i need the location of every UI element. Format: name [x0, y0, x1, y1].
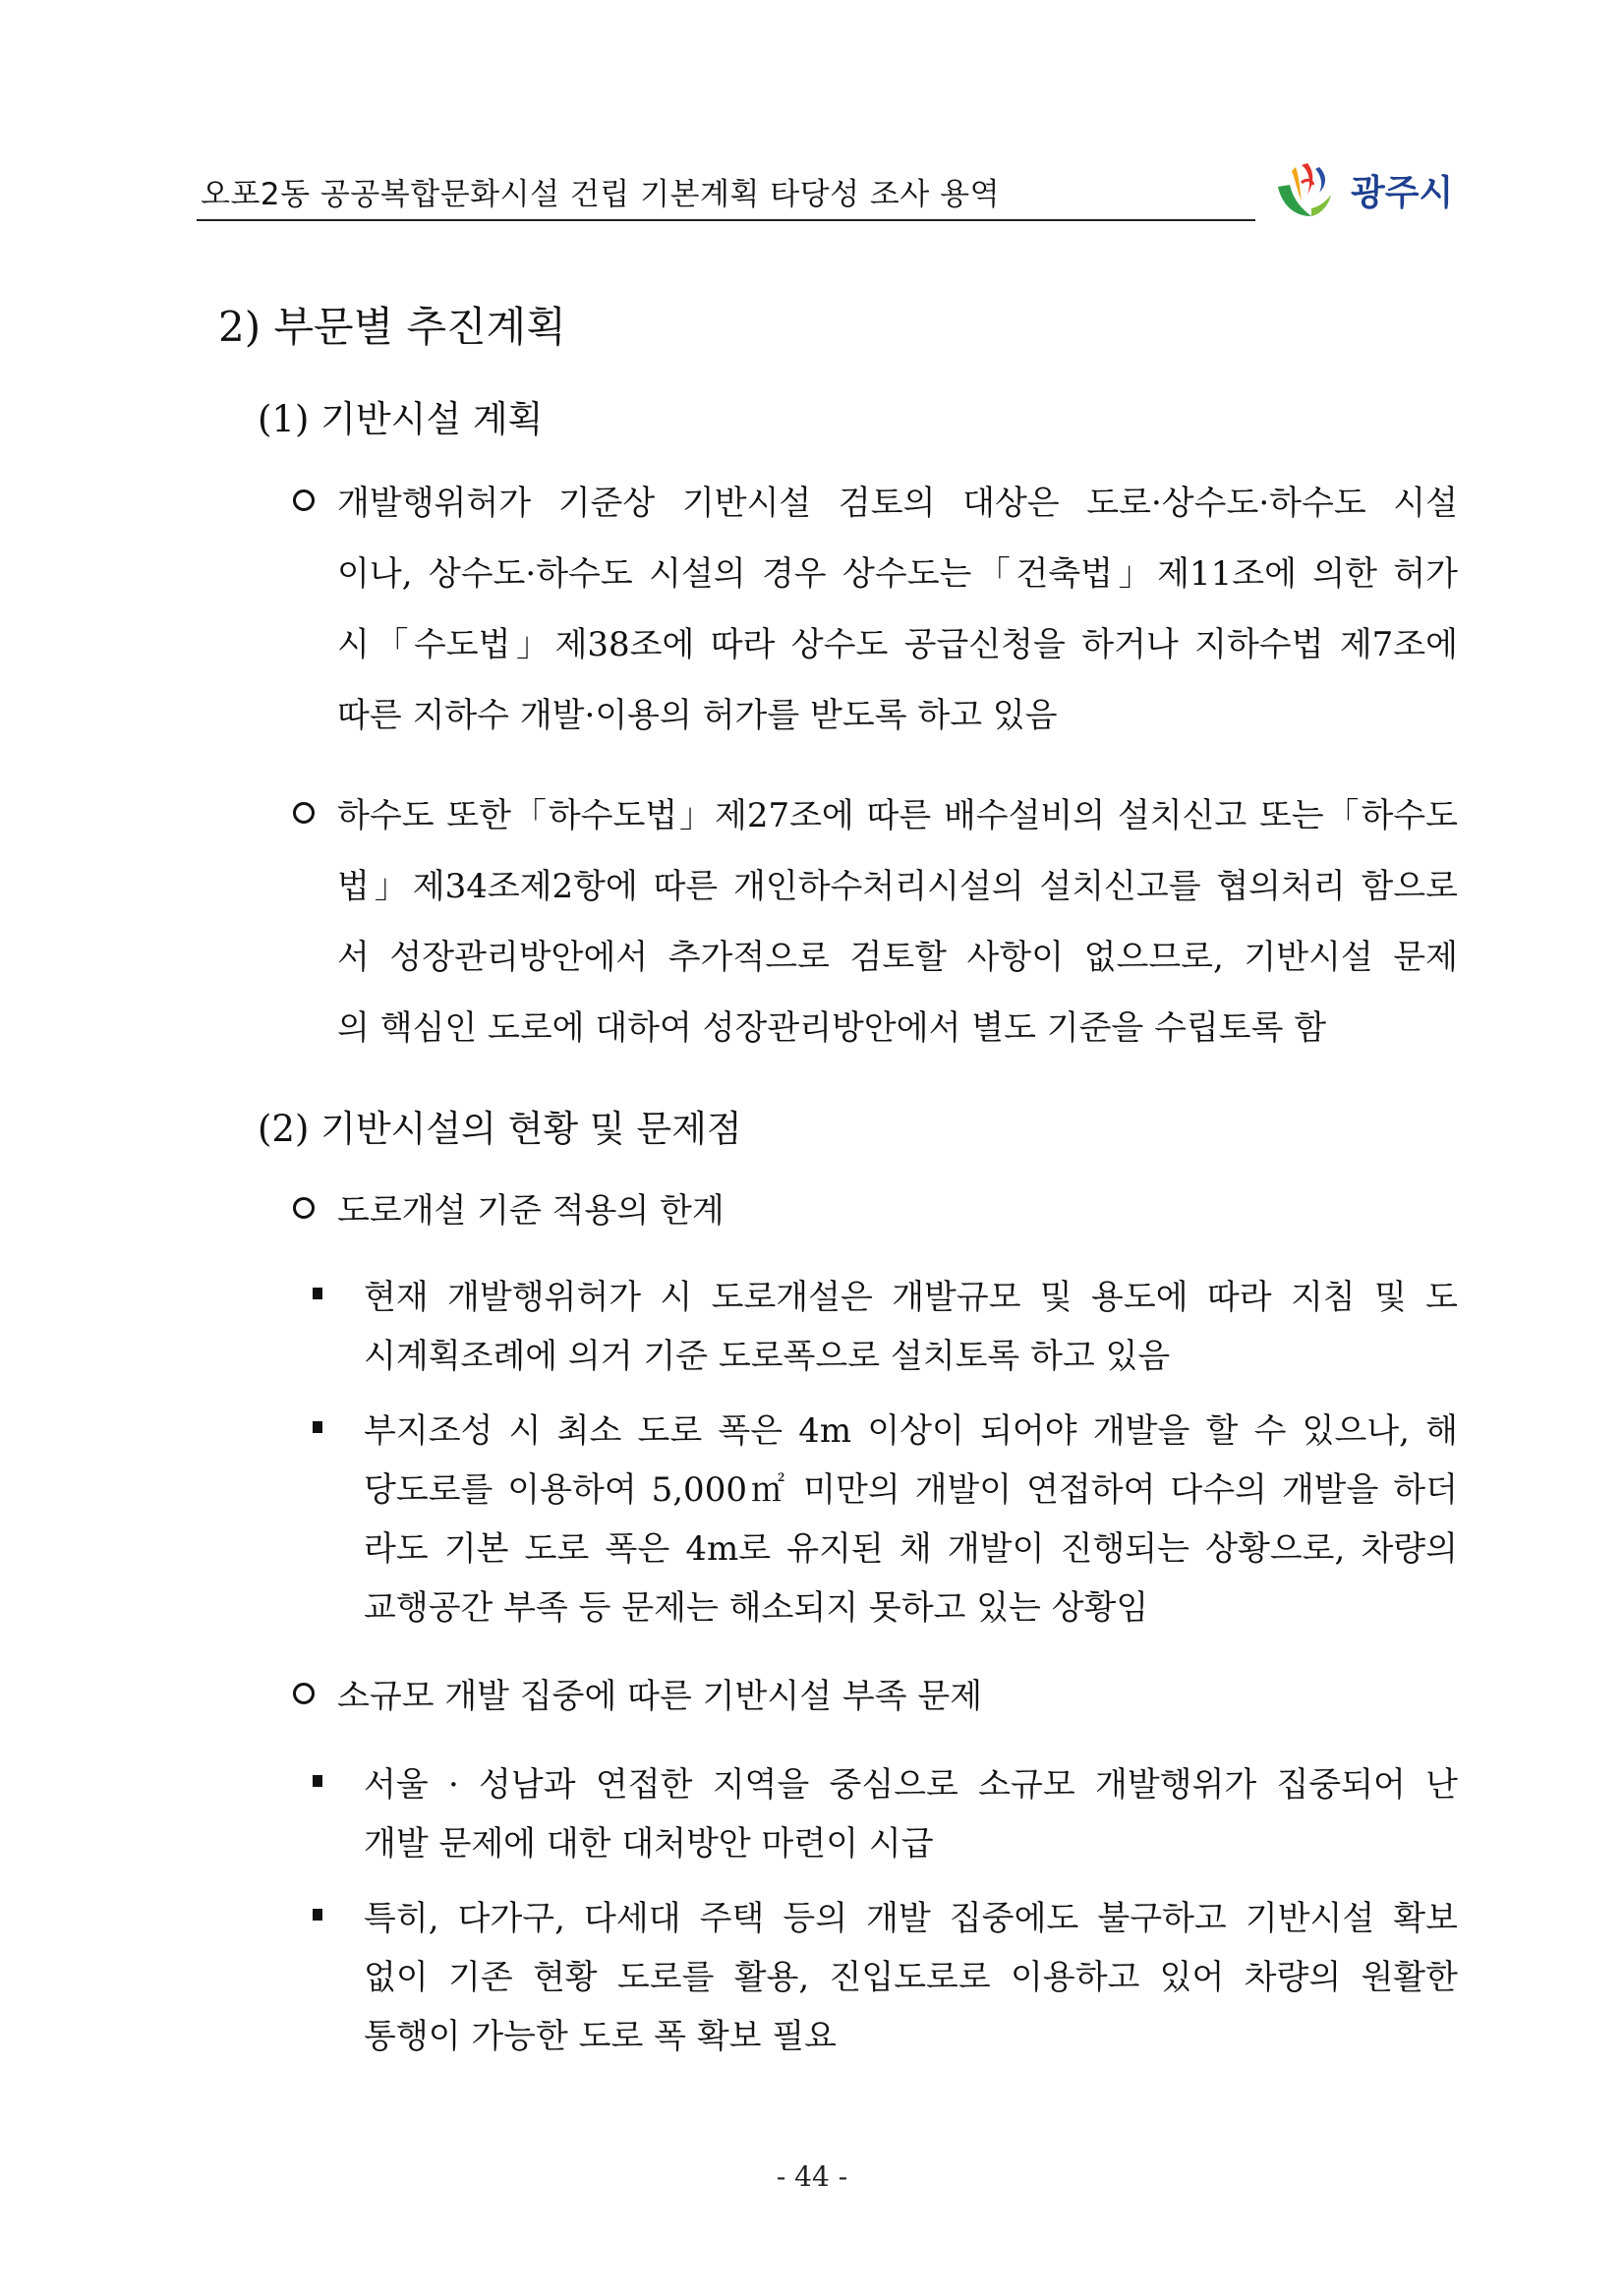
- page-number: - 44 -: [776, 2160, 848, 2193]
- paragraph-line: 하수도 또한「하수도법」제27조에 따른 배수설비의 설치신고 또는「하수도: [337, 796, 1458, 835]
- bullet-line: 당도로를 이용하여 5,000㎡ 미만의 개발이 연접하여 다수의 개발을 하더: [364, 1470, 1458, 1510]
- circle-bullet-icon: [293, 802, 315, 824]
- bullet-line: 시계획조례에 의거 기준 도로폭으로 설치토록 하고 있음: [364, 1337, 1171, 1376]
- logo-text: 광주시: [1351, 173, 1454, 213]
- bullet-line: 부지조성 시 최소 도로 폭은 4m 이상이 되어야 개발을 할 수 있으나, 해: [364, 1411, 1458, 1451]
- section-heading: 2) 부문별 추진계획: [218, 303, 566, 351]
- square-bullet-icon: [313, 1775, 322, 1787]
- document-title: 오포2동 공공복합문화시설 건립 기본계획 타당성 조사 용역: [201, 177, 1001, 212]
- bullet-line: 통행이 가능한 도로 폭 확보 필요: [364, 2017, 838, 2056]
- paragraph-line: 서 성장관리방안에서 추가적으로 검토할 사항이 없으므로, 기반시설 문제: [337, 938, 1458, 977]
- paragraph-line: 법」제34조제2항에 따른 개인하수처리시설의 설치신고를 협의처리 함으로: [337, 867, 1458, 906]
- subsection-heading-1: (1) 기반시설 계획: [258, 398, 544, 440]
- circle-bullet-icon: [293, 1683, 315, 1704]
- group-title: 도로개설 기준 적용의 한계: [337, 1191, 725, 1231]
- circle-bullet-icon: [293, 1197, 315, 1219]
- circle-bullet-icon: [293, 489, 315, 511]
- bullet-line: 없이 기존 현황 도로를 활용, 진입도로로 이용하고 있어 차량의 원활한: [364, 1958, 1458, 1997]
- paragraph-line: 시「수도법」제38조에 따라 상수도 공급신청을 하거나 지하수법 제7조에: [337, 625, 1458, 664]
- gwangju-emblem-icon: [1272, 157, 1343, 226]
- bullet-line: 개발 문제에 대한 대처방안 마련이 시급: [364, 1824, 934, 1864]
- square-bullet-icon: [313, 1421, 322, 1433]
- paragraph-line: 이나, 상수도·하수도 시설의 경우 상수도는「건축법」제11조에 의한 허가: [337, 554, 1458, 594]
- gwangju-logo: [1272, 157, 1469, 226]
- page-header: [197, 157, 1475, 226]
- paragraph-line: 따른 지하수 개발·이용의 허가를 받도록 하고 있음: [337, 696, 1058, 735]
- subsection-heading-2: (2) 기반시설의 현황 및 문제점: [258, 1108, 742, 1150]
- square-bullet-icon: [313, 1288, 322, 1299]
- bullet-line: 현재 개발행위허가 시 도로개설은 개발규모 및 용도에 따라 지침 및 도: [364, 1278, 1458, 1317]
- bullet-line: 교행공간 부족 등 문제는 해소되지 못하고 있는 상황임: [364, 1588, 1149, 1628]
- group-title: 소규모 개발 집중에 따른 기반시설 부족 문제: [337, 1677, 983, 1716]
- bullet-line: 서울 · 성남과 연접한 지역을 중심으로 소규모 개발행위가 집중되어 난: [364, 1765, 1458, 1805]
- bullet-line: 특히, 다가구, 다세대 주택 등의 개발 집중에도 불구하고 기반시설 확보: [364, 1899, 1458, 1938]
- bullet-line: 라도 기본 도로 폭은 4m로 유지된 채 개발이 진행되는 상황으로, 차량의: [364, 1529, 1458, 1569]
- header-divider: [197, 219, 1255, 221]
- paragraph-line: 의 핵심인 도로에 대하여 성장관리방안에서 별도 기준을 수립토록 함: [337, 1008, 1327, 1048]
- square-bullet-icon: [313, 1909, 322, 1921]
- paragraph-line: 개발행위허가 기준상 기반시설 검토의 대상은 도로·상수도·하수도 시설: [337, 484, 1458, 523]
